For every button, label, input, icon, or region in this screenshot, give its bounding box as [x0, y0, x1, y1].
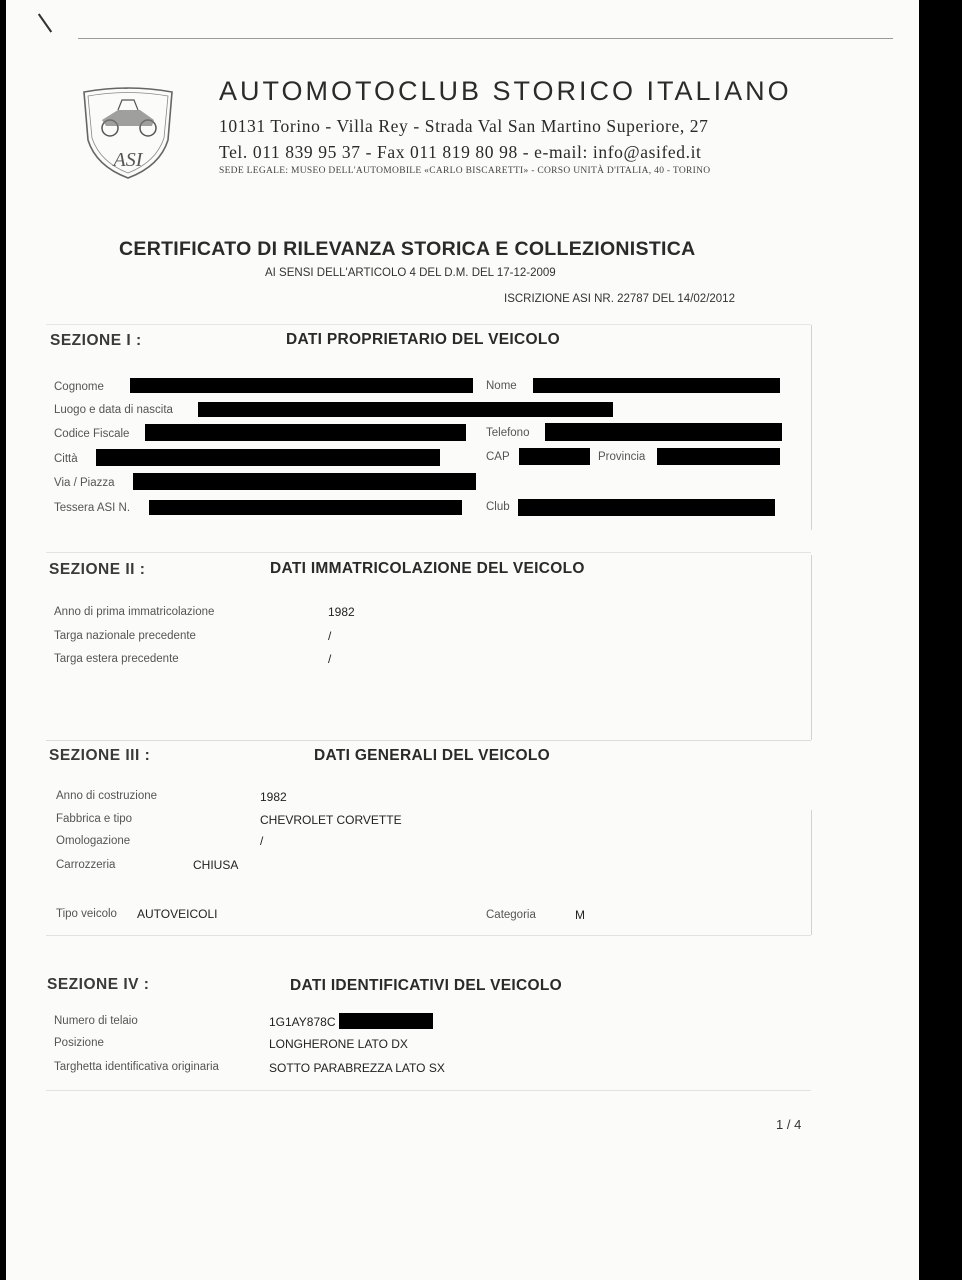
ghost-rule: [811, 555, 812, 740]
value-carrozzeria: CHIUSA: [193, 858, 239, 872]
label-cap: CAP: [486, 451, 510, 463]
section2-label: SEZIONE II :: [49, 561, 146, 578]
value-anno-prima-immatricolazione: 1982: [328, 605, 355, 619]
ghost-rule: [811, 810, 812, 935]
redaction-bar: [339, 1013, 433, 1029]
label-fabbrica-tipo: Fabbrica e tipo: [56, 813, 133, 825]
redaction-bar: [657, 448, 780, 465]
pen-mark: [38, 13, 52, 32]
label-provincia: Provincia: [598, 451, 646, 463]
label-categoria: Categoria: [486, 909, 536, 921]
document-page: [6, 0, 919, 1280]
section1-title: DATI PROPRIETARIO DEL VEICOLO: [286, 331, 560, 348]
redaction-bar: [145, 424, 466, 441]
value-targa-nazionale: /: [328, 629, 332, 643]
ghost-rule: [811, 325, 812, 530]
label-carrozzeria: Carrozzeria: [56, 859, 116, 871]
redaction-bar: [518, 499, 775, 516]
label-tipo-veicolo: Tipo veicolo: [56, 908, 117, 920]
redaction-bar: [130, 378, 473, 393]
redaction-bar: [519, 448, 590, 465]
certificate-iscrizione: ISCRIZIONE ASI NR. 22787 DEL 14/02/2012: [504, 293, 735, 305]
label-telefono: Telefono: [486, 427, 530, 439]
certificate-title: CERTIFICATO DI RILEVANZA STORICA E COLLEZIONISTICA: [119, 238, 696, 260]
value-categoria: M: [575, 908, 585, 922]
value-numero-telaio: 1G1AY878C: [269, 1015, 336, 1029]
org-address: 10131 Torino - Villa Rey - Strada Val San Martino Superiore, 27: [219, 116, 709, 136]
ghost-rule: [46, 324, 811, 325]
redaction-bar: [533, 378, 780, 393]
label-targa-nazionale: Targa nazionale precedente: [54, 630, 196, 642]
value-anno-costruzione: 1982: [260, 790, 287, 804]
redaction-bar: [133, 473, 476, 490]
value-fabbrica-tipo: CHEVROLET CORVETTE: [260, 813, 402, 827]
asi-logo: [78, 80, 178, 180]
org-sede-legale: SEDE LEGALE: MUSEO DELL'AUTOMOBILE «CARLO BISCARETTI» - CORSO UNITÀ D'ITALIA, 40 - TORINO: [219, 166, 711, 176]
redaction-bar: [545, 423, 782, 441]
section4-title: DATI IDENTIFICATIVI DEL VEICOLO: [290, 977, 562, 994]
redaction-bar: [198, 402, 613, 417]
org-name: AUTOMOTOCLUB STORICO ITALIANO: [219, 76, 792, 106]
org-contacts: Tel. 011 839 95 37 - Fax 011 819 80 98 - e-mail: info@asifed.it: [219, 142, 702, 162]
ghost-rule: [46, 740, 811, 741]
label-numero-telaio: Numero di telaio: [54, 1015, 138, 1027]
ghost-rule: [46, 552, 811, 553]
section4-label: SEZIONE IV :: [47, 976, 150, 993]
label-anno-costruzione: Anno di costruzione: [56, 790, 158, 802]
label-targhetta: Targhetta identificativa originaria: [54, 1061, 219, 1073]
section2-title: DATI IMMATRICOLAZIONE DEL VEICOLO: [270, 560, 585, 577]
certificate-subtitle: AI SENSI DELL'ARTICOLO 4 DEL D.M. DEL 17-12-2009: [265, 267, 556, 279]
label-club: Club: [486, 501, 510, 513]
value-targa-estera: /: [328, 652, 332, 666]
page-number: 1 / 4: [776, 1117, 802, 1132]
label-tessera-asi: Tessera ASI N.: [54, 502, 131, 514]
ghost-rule: [46, 1090, 811, 1091]
label-nome: Nome: [486, 380, 517, 392]
section3-title: DATI GENERALI DEL VEICOLO: [314, 747, 550, 764]
label-posizione: Posizione: [54, 1037, 104, 1049]
redaction-bar: [96, 449, 440, 466]
label-luogo-data-nascita: Luogo e data di nascita: [54, 404, 173, 416]
label-omologazione: Omologazione: [56, 835, 131, 847]
section3-label: SEZIONE III :: [49, 747, 151, 764]
section1-label: SEZIONE I :: [50, 332, 142, 349]
value-omologazione: /: [260, 834, 264, 848]
label-citta: Città: [54, 453, 78, 465]
value-targhetta: SOTTO PARABREZZA LATO SX: [269, 1061, 445, 1075]
ghost-rule: [46, 935, 811, 936]
label-anno-prima-immatricolazione: Anno di prima immatricolazione: [54, 606, 215, 618]
logo-text: ASI: [113, 149, 143, 171]
label-via-piazza: Via / Piazza: [54, 477, 115, 489]
label-cognome: Cognome: [54, 381, 104, 393]
value-posizione: LONGHERONE LATO DX: [269, 1037, 408, 1051]
label-targa-estera: Targa estera precedente: [54, 653, 179, 665]
value-tipo-veicolo: AUTOVEICOLI: [137, 907, 218, 921]
top-rule: [78, 38, 893, 39]
redaction-bar: [149, 500, 462, 515]
label-codice-fiscale: Codice Fiscale: [54, 428, 130, 440]
